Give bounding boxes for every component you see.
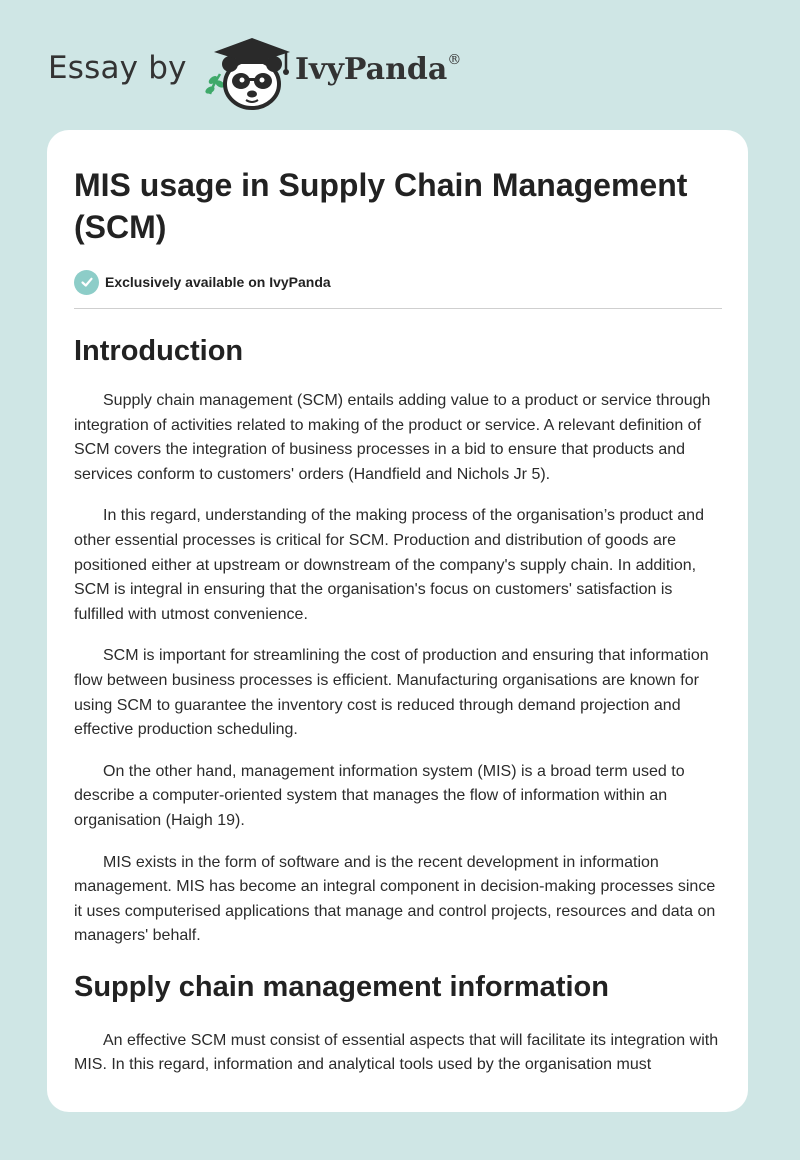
section-heading-introduction: Introduction (74, 335, 244, 367)
site-header (0, 0, 800, 130)
section-heading-supply-chain: Supply chain management information (74, 970, 609, 1003)
paragraph: In this regard, understanding of the making process of the organisation’s product and other essential processes is critical for SCM. Production and distribution of goods are positioned either at upstream or downstream of the company's supply chain. In addition, SCM is integral in ensuring that the organisation's focus on customers' satisfaction is fulfilled with utmost convenience. (74, 507, 704, 623)
paragraph: SCM is important for streamlining the cost of production and ensuring that information flow between business processes is efficient. Manufacturing organisations are known for using SCM to guarantee the inventory cost is reduced through demand projection and effective production scheduling. (74, 647, 709, 739)
paragraph: MIS exists in the form of software and is the recent development in information management. MIS has become an integral component in decision-making processes since it uses computerised applications that manage and control projects, resources and data on managers' behalf. (74, 853, 716, 945)
brand-prefix: Essay by (48, 50, 187, 86)
brand-name[interactable] (295, 52, 461, 87)
paragraph: An effective SCM must consist of essential aspects that will facilitate its integration with MIS. In this regard, information and analytical tools used by the organisation must (74, 1031, 719, 1074)
article-card (47, 130, 748, 1112)
divider (74, 308, 722, 309)
registered-mark: ® (447, 52, 462, 68)
brand-name-text: IvyPanda (295, 52, 448, 87)
page-title: MIS usage in Supply Chain Management (SCM) (74, 167, 688, 245)
panda-graduate-icon[interactable] (200, 34, 296, 110)
paragraph: Supply chain management (SCM) entails adding value to a product or service through integration of activities related to making of the product or service. A relevant definition of SCM covers the integration of business processes in a bid to ensure that products and services conform to customers' orders (Handfield and Nichols Jr 5). (74, 392, 711, 483)
badge-text: Exclusively available on IvyPanda (105, 274, 331, 290)
check-circle-icon (74, 270, 99, 295)
paragraph: On the other hand, management information system (MIS) is a broad term used to describe a computer-oriented system that manages the flow of information within an organisation (Haigh 19). (74, 762, 685, 829)
exclusive-badge (74, 268, 722, 296)
